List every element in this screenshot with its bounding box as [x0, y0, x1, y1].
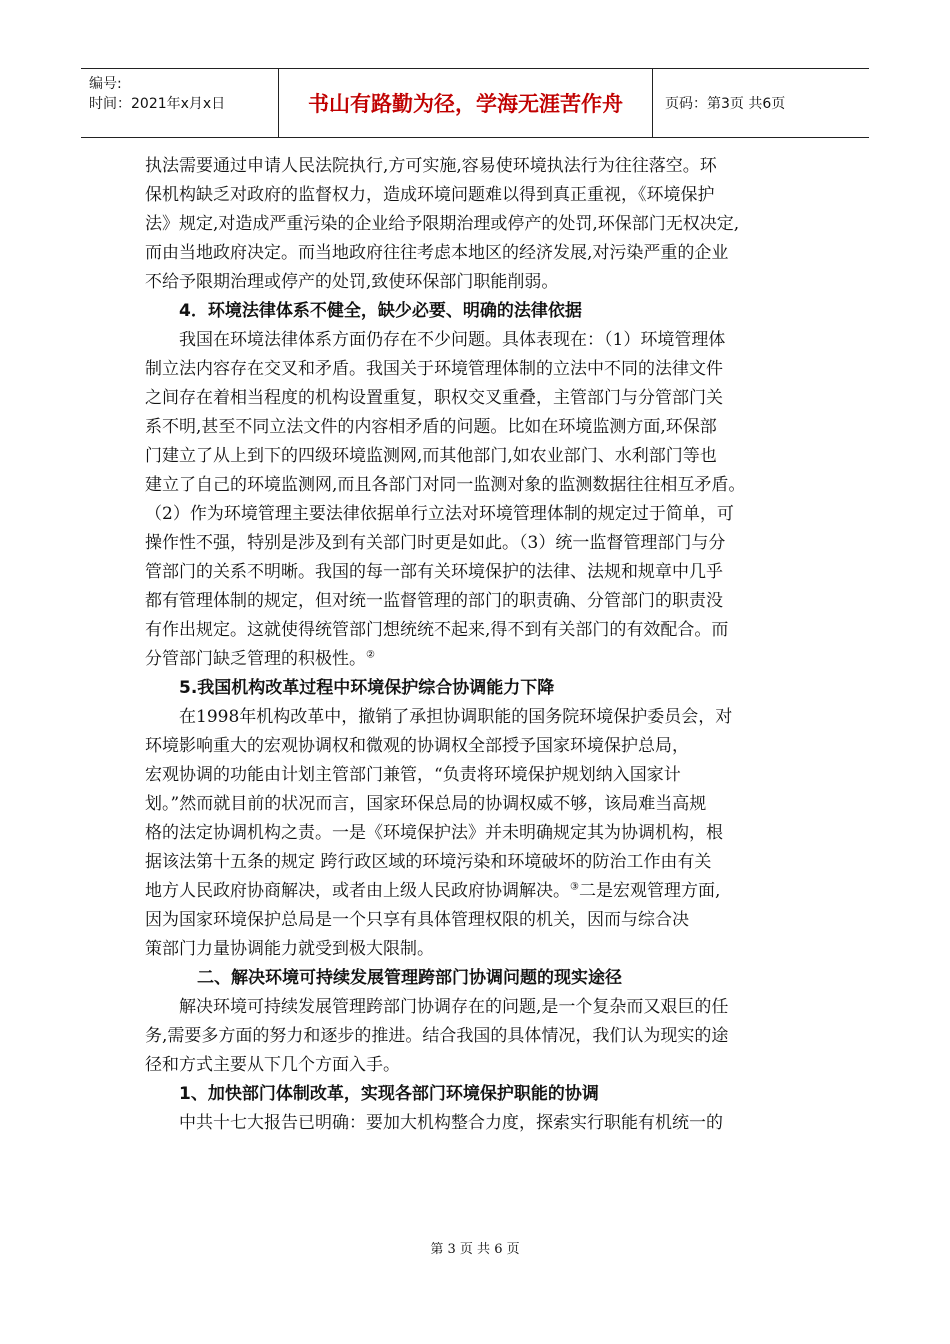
- document-time-label: 时间：2021年x月x日: [89, 96, 226, 112]
- section-heading-4: 4．环境法律体系不健全，缺少必要、明确的法律依据: [179, 301, 582, 321]
- body-line: 不给予限期治理或停产的处罚,致使环保部门职能削弱。: [145, 272, 559, 292]
- body-line: 径和方式主要从下几个方面入手。: [145, 1055, 400, 1075]
- body-line: 划。”然而就目前的状况而言，国家环保总局的协调权威不够，该局难当高规: [145, 794, 707, 814]
- body-line: 执法需要通过申请人民法院执行,方可实施,容易使环境执法行为往往落空。环: [145, 156, 717, 176]
- body-text: 地方人民政府协商解决，或者由上级人民政府协调解决。: [145, 881, 570, 901]
- body-line: 策部门力量协调能力就受到极大限制。: [145, 939, 434, 959]
- body-line: 门建立了从上到下的四级环境监测网,而其他部门,如农业部门、水利部门等也: [145, 446, 717, 466]
- body-line: 据该法第十五条的规定 跨行政区域的环境污染和环境破坏的防治工作由有关: [145, 852, 712, 872]
- body-text: 分管部门缺乏管理的积极性。: [145, 649, 366, 669]
- header-meta: [81, 69, 279, 137]
- body-line: 都有管理体制的规定，但对统一监督管理的部门的职责确、分管部门的职责没: [145, 591, 723, 611]
- body-line: 宏观协调的功能由计划主管部门兼管，“负责将环境保护规划纳入国家计: [145, 765, 681, 785]
- section-heading-5: 5.我国机构改革过程中环境保护综合协调能力下降: [179, 678, 555, 698]
- header-motto: 书山有路勤为径，学海无涯苦作舟: [279, 69, 653, 137]
- header-page-number: 页码：第3页 共6页: [665, 96, 786, 112]
- body-line: 环境影响重大的宏观协调权和微观的协调权全部授予国家环境保护总局，: [145, 736, 689, 756]
- body-line: 解决环境可持续发展管理跨部门协调存在的问题,是一个复杂而又艰巨的任: [179, 997, 729, 1017]
- body-line: 在1998年机构改革中，撤销了承担协调职能的国务院环境保护委员会，对: [179, 707, 733, 727]
- body-line: 中共十七大报告已明确：要加大机构整合力度，探索实行职能有机统一的: [179, 1113, 723, 1133]
- body-line: （2）作为环境管理主要法律依据单行立法对环境管理体制的规定过于简单，可: [145, 504, 734, 524]
- body-line: 我国在环境法律体系方面仍存在不少问题。具体表现在：（1）环境管理体: [179, 330, 726, 350]
- body-line: 制立法内容存在交叉和矛盾。我国关于环境管理体制的立法中不同的法律文件: [145, 359, 723, 379]
- footnote-ref-2: ②: [366, 649, 375, 661]
- body-text: 二是宏观管理方面,: [578, 881, 721, 901]
- body-line: 务,需要多方面的努力和逐步的推进。结合我国的具体情况，我们认为现实的途: [145, 1026, 729, 1046]
- footnote-ref-3: ③: [570, 881, 579, 893]
- body-line: 建立了自己的环境监测网,而且各部门对同一监测对象的监测数据往往相互矛盾。: [145, 475, 746, 495]
- section-heading-2: 二、解决环境可持续发展管理跨部门协调问题的现实途径: [197, 968, 622, 988]
- body-line: 格的法定协调机构之责。一是《环境保护法》并未明确规定其为协调机构，根: [145, 823, 723, 843]
- body-line: 管部门的关系不明晰。我国的每一部有关环境保护的法律、法规和规章中几乎: [145, 562, 723, 582]
- document-body: [145, 152, 825, 1138]
- body-line: 系不明,甚至不同立法文件的内容相矛盾的问题。比如在环境监测方面,环保部: [145, 417, 717, 437]
- body-line: 保机构缺乏对政府的监督权力，造成环境问题难以得到真正重视，《环境保护: [145, 185, 715, 205]
- subsection-heading-1: 1、加快部门体制改革，实现各部门环境保护职能的协调: [179, 1084, 599, 1104]
- body-line: 操作性不强，特别是涉及到有关部门时更是如此。（3）统一监督管理部门与分: [145, 533, 726, 553]
- body-line: [145, 645, 825, 674]
- page-footer: 第 3 页 共 6 页: [430, 1242, 520, 1257]
- body-line: 有作出规定。这就使得统管部门想统统不起来,得不到有关部门的有效配合。而: [145, 620, 729, 640]
- body-line: 因为国家环境保护总局是一个只享有具体管理权限的机关，因而与综合决: [145, 910, 689, 930]
- page-header: [81, 68, 869, 138]
- document-number-label: 编号:: [89, 76, 122, 92]
- body-line: [145, 877, 825, 906]
- body-line: 法》规定,对造成严重污染的企业给予限期治理或停产的处罚,环保部门无权决定,: [145, 214, 740, 234]
- body-line: 之间存在着相当程度的机构设置重复，职权交叉重叠，主管部门与分管部门关: [145, 388, 723, 408]
- body-line: 而由当地政府决定。而当地政府往往考虑本地区的经济发展,对污染严重的企业: [145, 243, 729, 263]
